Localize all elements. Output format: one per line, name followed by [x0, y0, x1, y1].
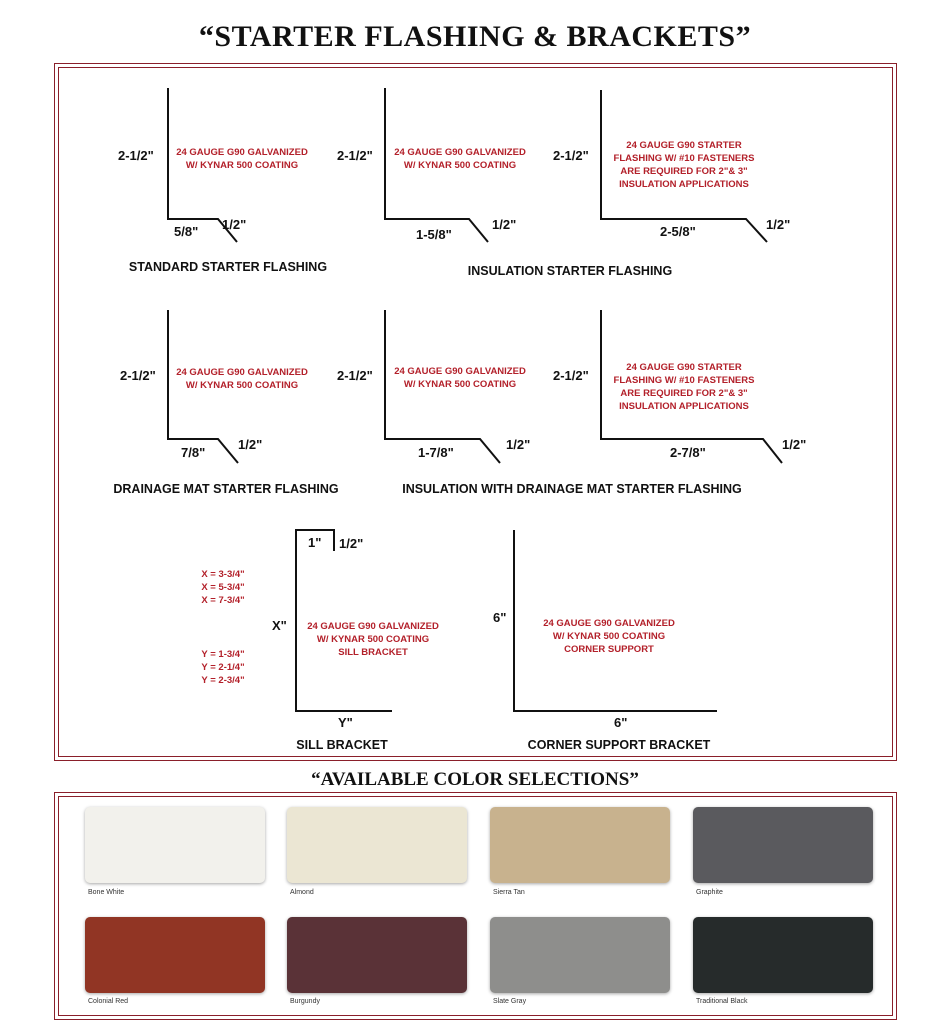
- ins-drain-b-base-label: 2-7/8": [670, 445, 706, 460]
- swatch-label: Sierra Tan: [493, 889, 525, 896]
- ins-drain-a-spec-line: W/ KYNAR 500 COATING: [403, 379, 517, 390]
- corner-support-bracket: [493, 530, 717, 752]
- swatch-label: Burgundy: [290, 998, 320, 1005]
- ins-drain-b-spec-line: ARE REQUIRED FOR 2"& 3": [620, 388, 748, 399]
- drainage-spec-line: W/ KYNAR 500 COATING: [185, 380, 299, 391]
- insulation-drainage-flashing-b: [553, 310, 806, 463]
- ins-drain-b-spec-line: 24 GAUGE G90 STARTER: [626, 362, 742, 373]
- ins-drain-b-spec-line: INSULATION APPLICATIONS: [619, 401, 749, 412]
- drainage-kick-label: 1/2": [238, 437, 263, 452]
- standard-starter-flashing: [118, 88, 327, 274]
- corner-height-label: 6": [493, 610, 507, 625]
- sill-bracket: [201, 530, 439, 752]
- swatch-slate-gray: [490, 917, 670, 993]
- corner-width-label: 6": [614, 715, 628, 730]
- standard-height-label: 2-1/2": [118, 148, 154, 163]
- standard-kick-label: 1/2": [222, 217, 247, 232]
- swatch-burgundy: [287, 917, 467, 993]
- swatch-label: Bone White: [88, 889, 125, 896]
- ins-drain-a-base-label: 1-7/8": [418, 445, 454, 460]
- sill-y-value: Y = 2-3/4": [201, 675, 245, 686]
- sill-spec-line: 24 GAUGE G90 GALVANIZED: [307, 621, 439, 632]
- insulation-b-spec-line: INSULATION APPLICATIONS: [619, 179, 749, 190]
- page-title: “STARTER FLASHING & BRACKETS”: [198, 20, 752, 53]
- standard-spec-line: 24 GAUGE G90 GALVANIZED: [176, 147, 308, 158]
- swatch-label: Slate Gray: [493, 998, 527, 1005]
- drainage-base-label: 7/8": [181, 445, 206, 460]
- drainage-spec-line: 24 GAUGE G90 GALVANIZED: [176, 367, 308, 378]
- insulation-a-kick-label: 1/2": [492, 217, 517, 232]
- drainage-height-label: 2-1/2": [120, 368, 156, 383]
- sill-y-label: Y": [338, 715, 353, 730]
- ins-drain-a-spec-line: 24 GAUGE G90 GALVANIZED: [394, 366, 526, 377]
- insulation-b-base-label: 2-5/8": [660, 224, 696, 239]
- drainage-caption: DRAINAGE MAT STARTER FLASHING: [113, 482, 339, 496]
- swatch-traditional-black: [693, 917, 873, 993]
- swatch-label: Traditional Black: [696, 998, 748, 1005]
- sill-x-value: X = 3-3/4": [201, 569, 245, 580]
- corner-spec-line: W/ KYNAR 500 COATING: [552, 631, 666, 642]
- sill-spec-line: W/ KYNAR 500 COATING: [316, 634, 430, 645]
- insulation-b-spec-line: 24 GAUGE G90 STARTER: [626, 140, 742, 151]
- color-section-title: “AVAILABLE COLOR SELECTIONS”: [311, 769, 639, 790]
- sill-caption: SILL BRACKET: [296, 738, 388, 752]
- corner-spec-line: CORNER SUPPORT: [564, 644, 654, 655]
- ins-drain-b-kick-label: 1/2": [782, 437, 807, 452]
- swatch-colonial-red: [85, 917, 265, 993]
- insulation-b-height-label: 2-1/2": [553, 148, 589, 163]
- sill-top-width-label: 1": [308, 535, 322, 550]
- insulation-a-base-label: 1-5/8": [416, 227, 452, 242]
- sill-x-value: X = 7-3/4": [201, 595, 245, 606]
- insulation-b-spec-line: FLASHING W/ #10 FASTENERS: [613, 153, 755, 164]
- insulation-b-kick-label: 1/2": [766, 217, 791, 232]
- drainage-mat-starter-flashing: [113, 310, 338, 496]
- insulation-drainage-flashing-a: [337, 310, 530, 463]
- sill-y-value: Y = 1-3/4": [201, 649, 245, 660]
- insulation-a-spec-line: 24 GAUGE G90 GALVANIZED: [394, 147, 526, 158]
- ins-drain-a-height-label: 2-1/2": [337, 368, 373, 383]
- sill-x-value: X = 5-3/4": [201, 582, 245, 593]
- insulation-b-spec-line: ARE REQUIRED FOR 2"& 3": [620, 166, 748, 177]
- standard-spec-line: W/ KYNAR 500 COATING: [185, 160, 299, 171]
- swatch-graphite: [693, 807, 873, 883]
- insulation-caption: INSULATION STARTER FLASHING: [467, 264, 673, 278]
- insulation-starter-flashing-b: [553, 90, 790, 242]
- insulation-a-height-label: 2-1/2": [337, 148, 373, 163]
- insulation-starter-flashing-a: [337, 88, 526, 242]
- swatch-label: Graphite: [696, 889, 723, 896]
- corner-caption: CORNER SUPPORT BRACKET: [527, 738, 711, 752]
- ins-drain-b-spec-line: FLASHING W/ #10 FASTENERS: [613, 375, 755, 386]
- ins-drain-b-height-label: 2-1/2": [553, 368, 589, 383]
- swatch-almond: [287, 807, 467, 883]
- corner-spec-line: 24 GAUGE G90 GALVANIZED: [543, 618, 675, 629]
- sill-y-value: Y = 2-1/4": [201, 662, 245, 673]
- swatch-sierra-tan: [490, 807, 670, 883]
- sill-top-lip-label: 1/2": [339, 536, 364, 551]
- swatch-label: Almond: [290, 889, 314, 896]
- standard-caption: STANDARD STARTER FLASHING: [128, 260, 328, 274]
- ins-drain-caption: INSULATION WITH DRAINAGE MAT STARTER FLASHING: [402, 482, 742, 496]
- swatch-bone-white: [85, 807, 265, 883]
- ins-drain-a-kick-label: 1/2": [506, 437, 531, 452]
- sill-spec-line: SILL BRACKET: [338, 647, 408, 658]
- sill-x-label: X": [272, 618, 287, 633]
- insulation-a-spec-line: W/ KYNAR 500 COATING: [403, 160, 517, 171]
- standard-base-label: 5/8": [174, 224, 199, 239]
- swatch-label: Colonial Red: [88, 998, 129, 1005]
